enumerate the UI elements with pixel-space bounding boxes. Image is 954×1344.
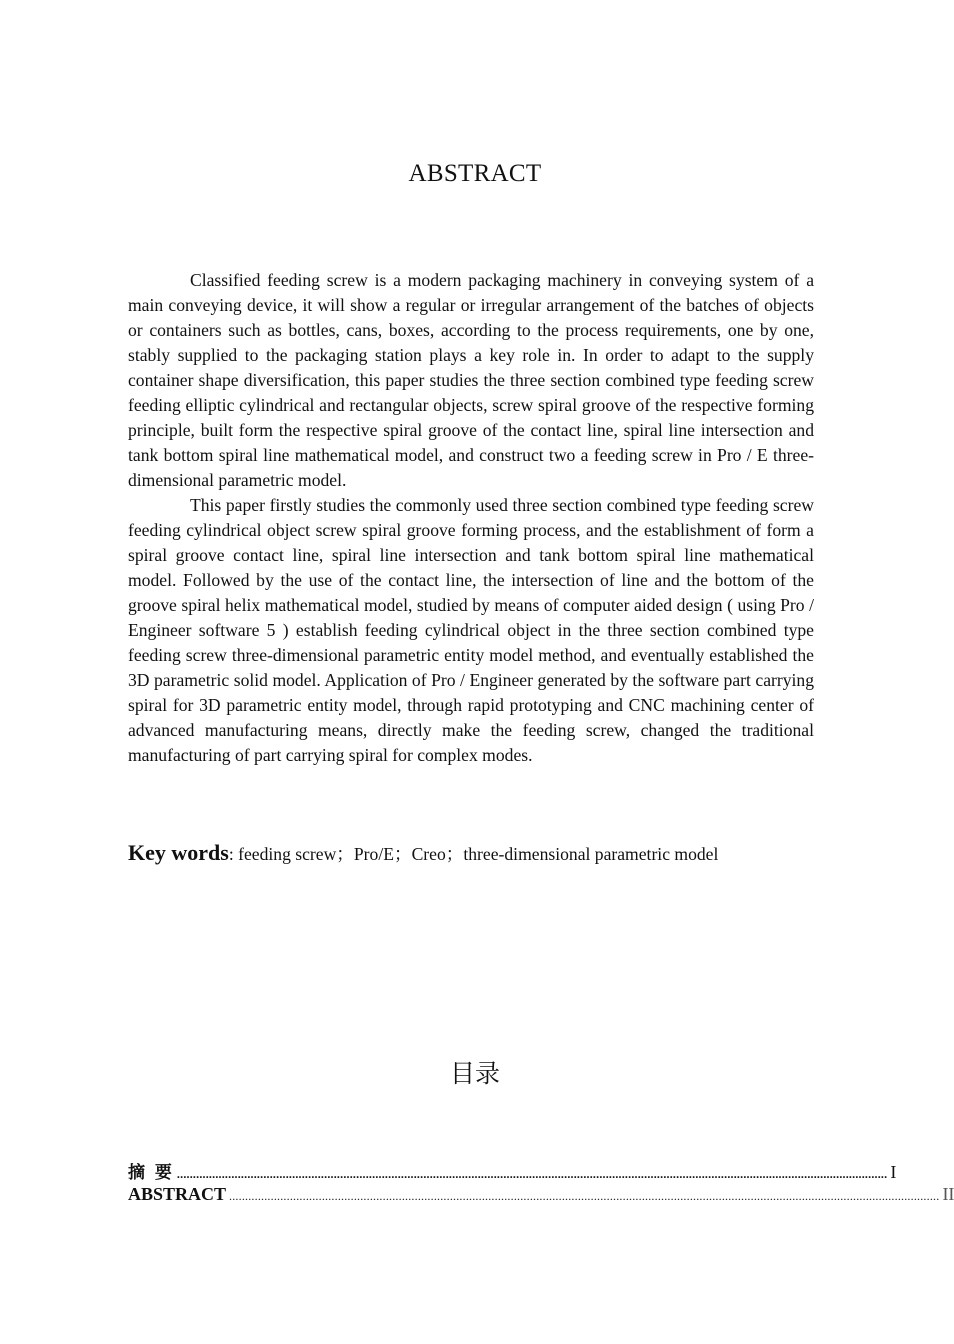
abstract-paragraph-2: This paper firstly studies the commonly used three section combined type feeding screw feeding cylindrical object screw spiral groove forming process, and the establishment of form a spiral groove contact line, spiral line intersection and tank bottom spiral line mathematical model. Followed by the use of the contact line, the intersection of line and the bottom of the groove spiral helix mathematical model, studied by means of computer aided design ( using Pro / Engineer software 5 ) establish feeding cylindrical object in the three section combined type feeding screw three-dimensional parametric entity model method, and eventually established the 3D parametric solid model. Application of Pro / Engineer generated by the software part carrying spiral for 3D parametric entity model, through rapid prototyping and CNC machining center of advanced manufacturing means, directly make the feeding screw, changed the traditional manufacturing of part carrying spiral for complex modes. [128, 495, 814, 765]
toc-title: 目录 [449, 1059, 500, 1088]
toc-leader-dots: .............................................................................................................................................................................................................................. [176, 1167, 888, 1181]
toc-entry-page: II [942, 1184, 954, 1204]
table-of-contents [128, 1158, 954, 1210]
toc-entry-label: 摘 要 [128, 1163, 174, 1183]
keywords-line [128, 838, 814, 869]
toc-entry-label: ABSTRACT [128, 1184, 227, 1204]
keywords-value: feeding screw；Pro/E；Creo；three-dimensional parametric model [238, 844, 719, 864]
toc-entry-page: I [890, 1162, 897, 1182]
toc-entry[interactable] [128, 1184, 954, 1210]
toc-entry[interactable] [128, 1158, 897, 1184]
abstract-title: ABSTRACT [408, 160, 542, 187]
abstract-paragraph-1: Classified feeding screw is a modern packaging machinery in conveying system of a main conveying device, it will show a regular or irregular arrangement of the batches of objects or containers such as bottles, cans, boxes, according to the process requirements, one by one, stably supplied to the packaging station plays a key role in. In order to adapt to the supply container shape diversification, this paper studies the three section combined type feeding screw feeding elliptic cylindrical and rectangular objects, screw spiral groove of the respective forming principle, built form the respective spiral groove of the contact line, spiral line intersection and tank bottom spiral line mathematical model, and construct two a feeding screw in Pro / E three-dimensional parametric model. [128, 270, 814, 490]
keywords-separator: : [228, 844, 234, 864]
keywords-label: Key words [128, 840, 229, 865]
toc-leader-dots: .............................................................................................................................................................................................................................. [229, 1189, 940, 1203]
abstract-body [128, 268, 814, 768]
